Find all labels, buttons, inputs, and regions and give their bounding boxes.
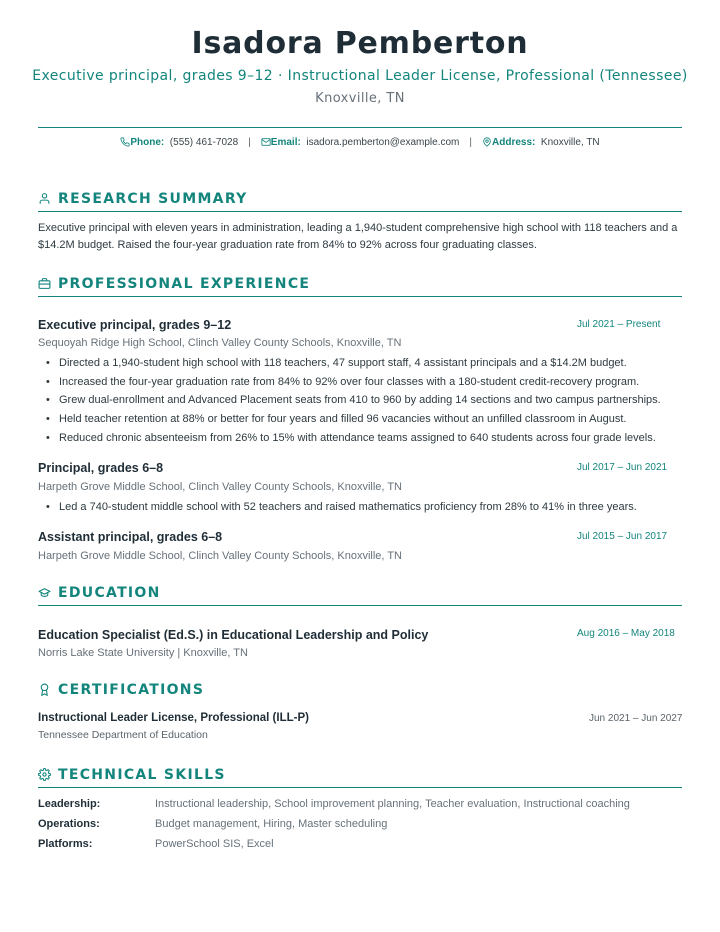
- contact-line: [0, 137, 720, 148]
- phone-icon: [120, 137, 130, 148]
- skill-values: Budget management, Hiring, Master scheduling: [155, 818, 388, 830]
- certification-title: Instructional Leader License, Professional (ILL-P): [38, 712, 309, 724]
- header-divider: [38, 127, 682, 128]
- job-bullets: [46, 354, 682, 448]
- list-item: • Directed a 1,940-student high school with 118 teachers, 47 support staff, 4 assistant principals and a $14.2M budget.: [46, 354, 682, 373]
- phone-value: (555) 461-7028: [169, 137, 239, 148]
- skill-values: PowerSchool SIS, Excel: [155, 838, 274, 850]
- contact-separator: |: [469, 137, 472, 148]
- section-title: CERTIFICATIONS: [58, 682, 205, 698]
- job-title: Assistant principal, grades 6–8: [38, 530, 223, 544]
- section-header-education: [38, 585, 682, 606]
- section-title: RESEARCH SUMMARY: [58, 191, 248, 207]
- skill-category: Operations:: [38, 818, 100, 830]
- section-title: TECHNICAL SKILLS: [58, 767, 226, 783]
- list-item: • Held teacher retention at 88% or better for four years and filled 96 vacancies without an unfilled classroom in August.: [46, 410, 682, 429]
- skill-category: Leadership:: [38, 798, 101, 810]
- phone-label: Phone:: [130, 137, 165, 148]
- list-item: • Reduced chronic absenteeism from 26% to 15% with attendance teams assigned to 640 students across four grade levels.: [46, 429, 682, 448]
- map-pin-icon: [482, 137, 492, 148]
- section-title: EDUCATION: [58, 585, 161, 601]
- job-organization: Sequoyah Ridge High School, Clinch Valley County Schools, Knoxville, TN: [38, 337, 402, 349]
- list-item: • Grew dual-enrollment and Advanced Placement seats from 410 to 960 by adding 14 sections and two campus partnerships.: [46, 391, 682, 410]
- certification-issuer: Tennessee Department of Education: [38, 729, 208, 741]
- list-item: • Led a 740-student middle school with 52 teachers and raised mathematics proficiency from 28% to 41% in three years.: [46, 498, 682, 517]
- job-bullets: [46, 498, 682, 517]
- email-link[interactable]: isadora.pemberton@example.com: [306, 137, 460, 148]
- job-dates: Jul 2015 – Jun 2017: [577, 531, 668, 542]
- contact-separator: |: [248, 137, 251, 148]
- section-header-skills: [38, 767, 682, 788]
- candidate-name: Isadora Pemberton: [191, 26, 529, 61]
- job-organization: Harpeth Grove Middle School, Clinch Valley County Schools, Knoxville, TN: [38, 481, 402, 493]
- section-header-research: [38, 191, 682, 212]
- header-location: Knoxville, TN: [315, 91, 405, 106]
- address-label: Address:: [492, 137, 536, 148]
- section-header-certifications: [38, 682, 682, 703]
- job-organization: Harpeth Grove Middle School, Clinch Valley County Schools, Knoxville, TN: [38, 550, 402, 562]
- envelope-icon: [261, 137, 271, 148]
- section-header-experience: [38, 276, 682, 297]
- section-title: PROFESSIONAL EXPERIENCE: [58, 276, 311, 292]
- skill-category: Platforms:: [38, 838, 93, 850]
- job-dates: Jul 2017 – Jun 2021: [577, 462, 668, 473]
- job-dates: Jul 2021 – Present: [577, 319, 661, 330]
- address-value: Knoxville, TN: [540, 137, 600, 148]
- headline: Executive principal, grades 9–12 · Instructional Leader License, Professional (Tennessee): [32, 68, 688, 84]
- education-dates: Aug 2016 – May 2018: [577, 628, 675, 639]
- certification-dates: Jun 2021 – Jun 2027: [589, 713, 683, 724]
- job-title: Principal, grades 6–8: [38, 461, 164, 475]
- skill-values: Instructional leadership, School improvement planning, Teacher evaluation, Instructional coaching: [155, 798, 630, 810]
- school-name: Norris Lake State University | Knoxville, TN: [38, 647, 248, 659]
- degree-title: Education Specialist (Ed.S.) in Educational Leadership and Policy: [38, 628, 429, 642]
- list-item: • Increased the four-year graduation rate from 84% to 92% over four classes with a 180-student credit-recovery program.: [46, 373, 682, 392]
- email-label: Email:: [270, 137, 301, 148]
- summary-text: Executive principal with eleven years in administration, leading a 1,940-student comprehensive high school with 118 teachers and a $14.2M budget. Raised the four-year graduation rate from 84% to 92% across four graduating classes.: [38, 222, 678, 251]
- job-title: Executive principal, grades 9–12: [38, 318, 232, 332]
